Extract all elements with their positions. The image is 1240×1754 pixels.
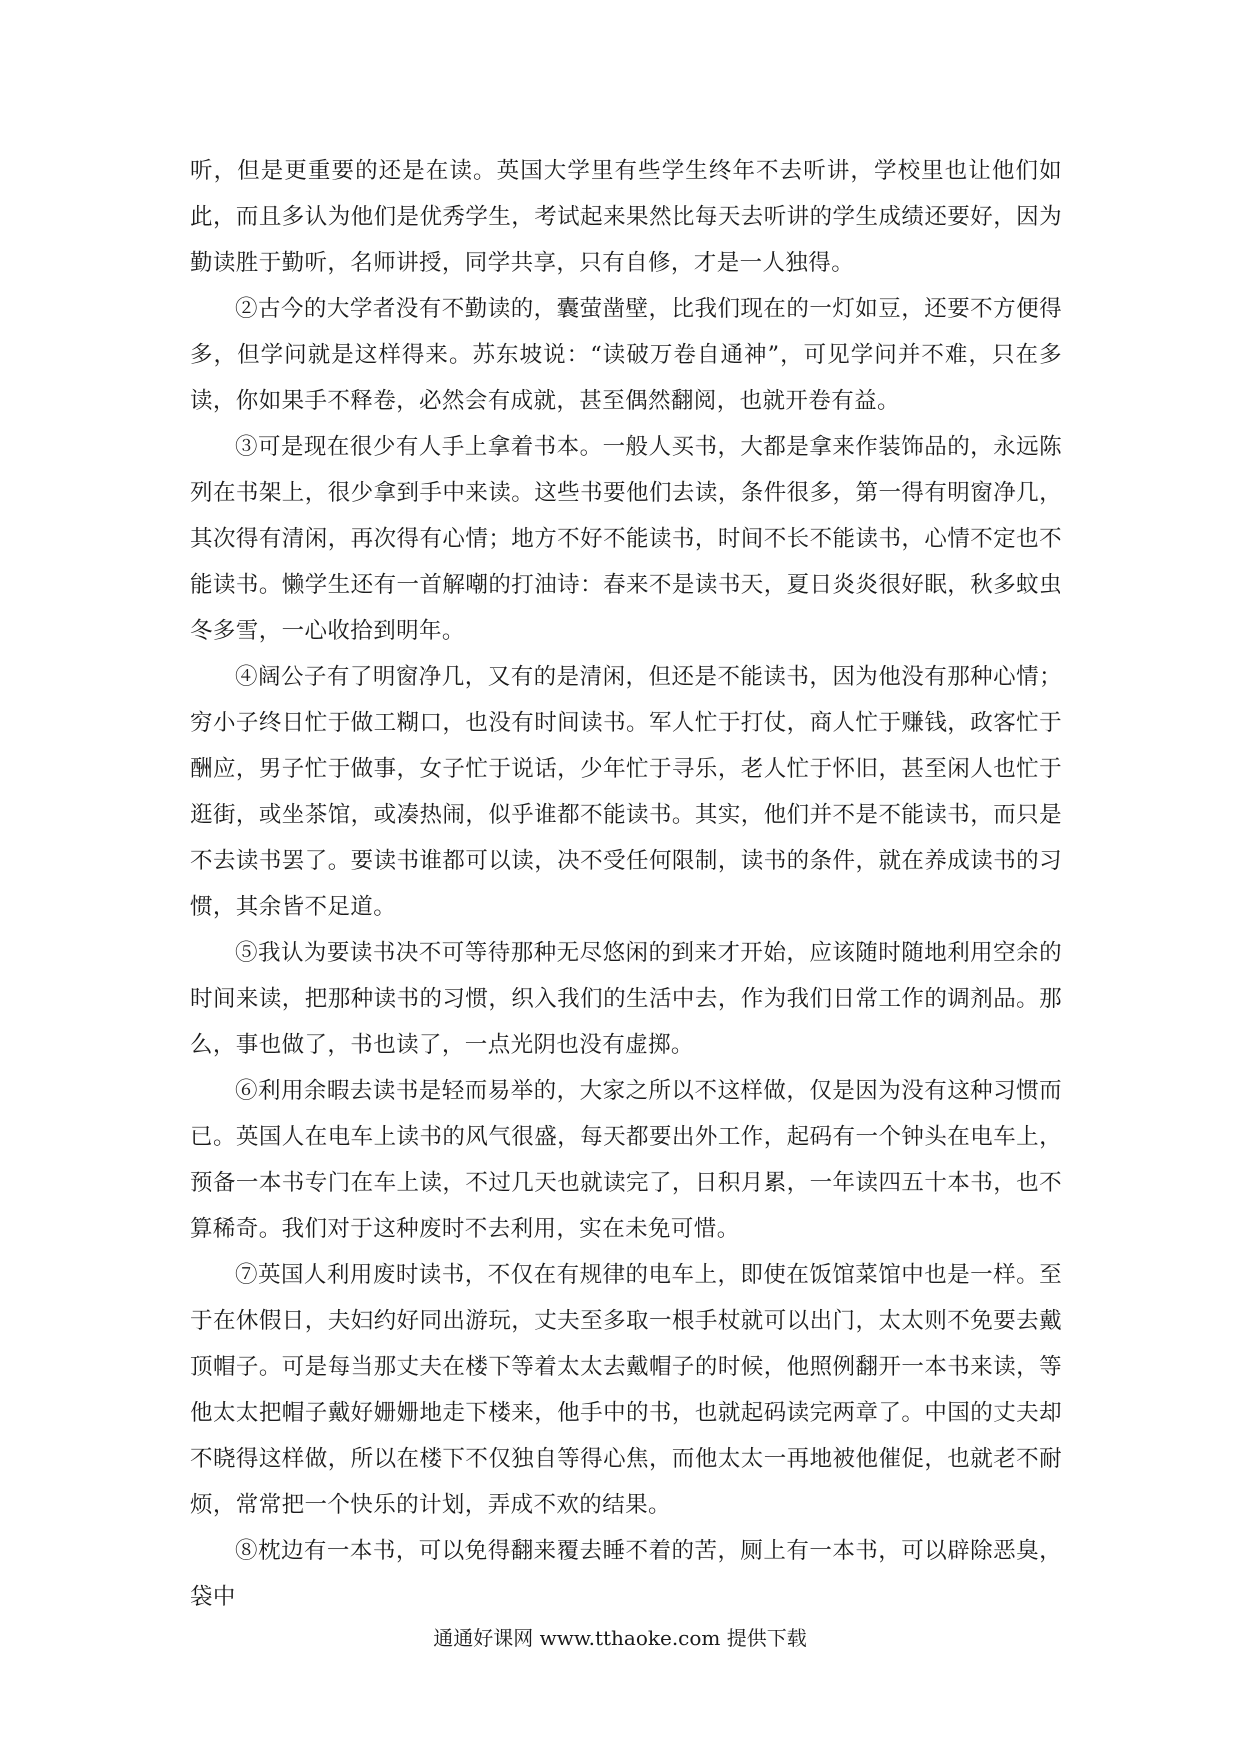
paragraph-3: ③可是现在很少有人手上拿着书本。一般人买书，大都是拿来作装饰品的，永远陈列在书架上，很少拿到手中来读。这些书要他们去读，条件很多，第一得有明窗净几，其次得有清闲，再次得有心情；地方不好不能读书，时间不长不能读书，心情不定也不能读书。懒学生还有一首解嘲的打油诗：春来不是读书天，夏日炎炎很好眠，秋多蚊虫冬多雪，一心收拾到明年。 — [190, 434, 1062, 644]
document-body — [190, 148, 1062, 1620]
paragraph-5: ⑤我认为要读书决不可等待那种无尽悠闲的到来才开始，应该随时随地利用空余的时间来读，把那种读书的习惯，织入我们的生活中去，作为我们日常工作的调剂品。那么，事也做了，书也读了，一点光阴也没有虚掷。 — [190, 940, 1062, 1058]
page-footer: 通通好课网 www.tthaoke.com 提供下载 — [433, 1626, 807, 1650]
paragraph-7: ⑦英国人利用废时读书，不仅在有规律的电车上，即使在饭馆菜馆中也是一样。至于在休假日，夫妇约好同出游玩，丈夫至多取一根手杖就可以出门，太太则不免要去戴顶帽子。可是每当那丈夫在楼下等着太太去戴帽子的时候，他照例翻开一本书来读，等他太太把帽子戴好姗姗地走下楼来，他手中的书，也就起码读完两章了。中国的丈夫却不晓得这样做，所以在楼下不仅独自等得心焦，而他太太一再地被他催促，也就老不耐烦，常常把一个快乐的计划，弄成不欢的结果。 — [190, 1262, 1062, 1518]
paragraph-0: 听，但是更重要的还是在读。英国大学里有些学生终年不去听讲，学校里也让他们如此，而且多认为他们是优秀学生，考试起来果然比每天去听讲的学生成绩还要好，因为勤读胜于勤听，名师讲授，同学共享，只有自修，才是一人独得。 — [190, 158, 1062, 276]
paragraph-6: ⑥利用余暇去读书是轻而易举的，大家之所以不这样做，仅是因为没有这种习惯而已。英国人在电车上读书的风气很盛，每天都要出外工作，起码有一个钟头在电车上，预备一本书专门在车上读，不过几天也就读完了，日积月累，一年读四五十本书，也不算稀奇。我们对于这种废时不去利用，实在未免可惜。 — [190, 1078, 1062, 1242]
paragraph-2: ②古今的大学者没有不勤读的，囊萤凿壁，比我们现在的一灯如豆，还要不方便得多，但学问就是这样得来。苏东坡说：“读破万卷自通神”，可见学问并不难，只在多读，你如果手不释卷，必然会有成就，甚至偶然翻阅，也就开卷有益。 — [190, 296, 1062, 414]
paragraph-8: ⑧枕边有一本书，可以免得翻来覆去睡不着的苦，厕上有一本书，可以辟除恶臭，袋中 — [190, 1538, 1062, 1610]
paragraph-4: ④阔公子有了明窗净几，又有的是清闲，但还是不能读书，因为他没有那种心情；穷小子终日忙于做工糊口，也没有时间读书。军人忙于打仗，商人忙于赚钱，政客忙于酬应，男子忙于做事，女子忙于说话，少年忙于寻乐，老人忙于怀旧，甚至闲人也忙于逛街，或坐茶馆，或凑热闹，似乎谁都不能读书。其实，他们并不是不能读书，而只是不去读书罢了。要读书谁都可以读，决不受任何限制，读书的条件，就在养成读书的习惯，其余皆不足道。 — [190, 664, 1062, 920]
